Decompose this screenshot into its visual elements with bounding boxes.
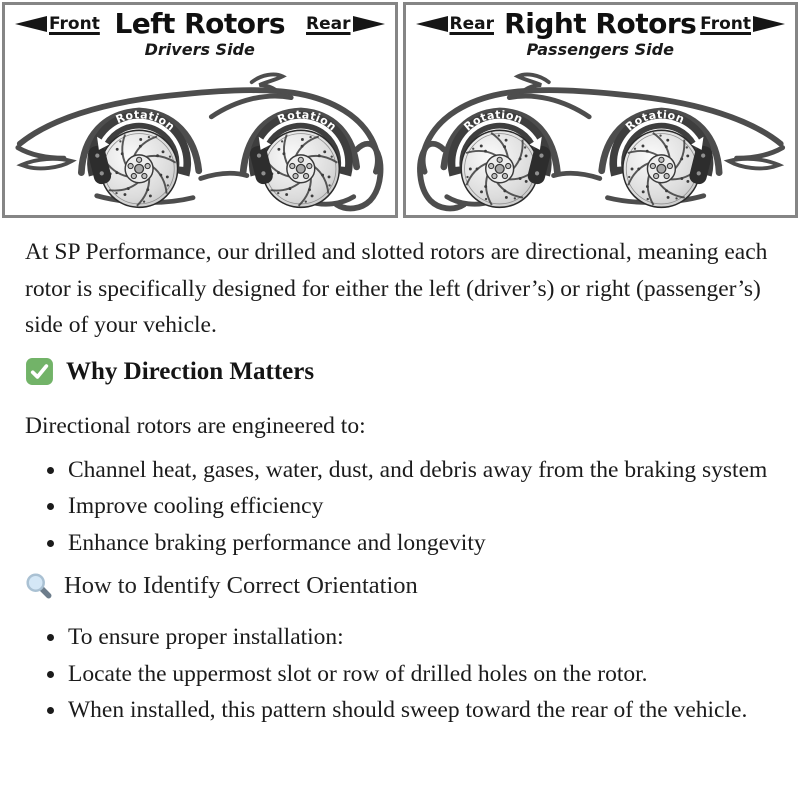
arrow-right-icon [353,16,385,32]
svg-text:Rotation: Rotation [622,108,687,134]
left-panel-header [5,5,395,61]
panel-title: Right Rotors [504,7,697,40]
direction-label: Rear [449,14,494,34]
direction-label: Front [700,14,751,34]
panel-subtitle: Passengers Side [526,40,674,59]
list-item: • Locate the uppermost slot or row of drilled holes on the rotor. [67,656,775,693]
right-panel-header [406,5,796,61]
arrow-right-icon [753,16,785,32]
list-item: • Channel heat, gases, water, dust, and debris away from the braking system [67,452,775,489]
page-content [0,234,800,729]
front-direction-indicator [15,14,100,34]
direction-label: Rear [306,14,351,34]
arrow-left-icon [15,16,47,32]
section-heading-why-direction-matters [25,357,775,387]
orientation-steps-list [25,619,775,729]
benefits-list [25,452,775,562]
heading-text: Why Direction Matters [66,357,315,385]
car-illustration-left-side [5,61,395,215]
lead-paragraph: Directional rotors are engineered to: [25,412,366,439]
svg-text:Rotation: Rotation [275,108,340,134]
check-mark-emoji-icon [25,357,54,386]
left-rotors-panel [2,2,398,218]
list-item: • When installed, this pattern should sweep toward the rear of the vehicle. [67,692,775,729]
rear-direction-indicator [306,14,384,34]
svg-text:Rotation: Rotation [113,108,178,134]
direction-label: Front [49,14,100,34]
front-direction-indicator [700,14,785,34]
list-item: • To ensure proper installation: [67,619,775,656]
section-heading-identify-orientation [25,571,775,600]
arrow-left-icon [416,16,448,32]
heading-text: How to Identify Correct Orientation [64,571,418,599]
list-item: • Enhance braking performance and longevity [67,525,775,562]
rear-direction-indicator [416,14,494,34]
svg-text:Rotation: Rotation [460,108,525,134]
list-item: • Improve cooling efficiency [67,488,775,525]
rotor-direction-diagram [0,0,800,218]
intro-paragraph: At SP Performance, our drilled and slotted rotors are directional, meaning each rotor is specifically designed for either the left (driver’s) or right (passenger’s) side of your vehicle. [25,239,768,339]
right-rotors-panel [403,2,799,218]
magnifying-glass-emoji-icon [25,572,52,599]
panel-title: Left Rotors [114,7,286,40]
panel-subtitle: Drivers Side [144,40,255,59]
car-illustration-right-side [406,61,796,215]
